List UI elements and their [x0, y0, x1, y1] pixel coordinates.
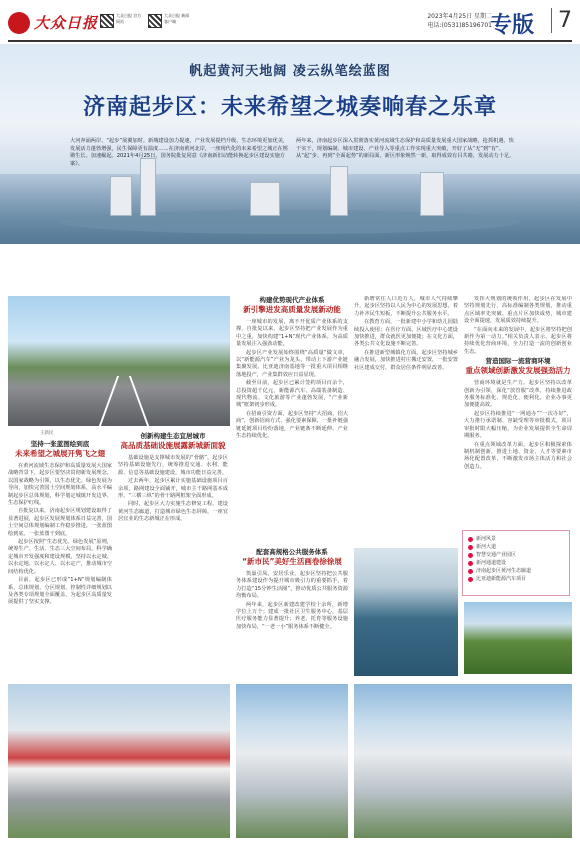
newspaper-logo-icon — [8, 12, 30, 34]
bullet-icon — [468, 577, 473, 582]
paragraph: 一座城市的发展，离不开优质产业体系的支撑。自批复以来，起步区坚持把产业发展作为重中之重，加快构建“1+N”现代产业体系，为高质量发展注入强劲动能。 — [236, 319, 348, 348]
section-subheading: “新市民”美好生活画卷徐徐展 — [242, 557, 342, 566]
paragraph: 在重点领域改革方面，起步区积极探索体制机制创新，推进土地、资金、人才等要素市场化配置改革，不断激发市场主体活力和社会创造力。 — [464, 441, 572, 470]
industrial-park-photo — [8, 684, 230, 838]
masthead — [8, 8, 572, 38]
paragraph: 自批复以来，济南起步区规划建设取得了显著进展，起步区发展规划体系日益完善，国土空间总体规划编制工作稳步推进，一张蓝图绘到底、一张蓝图干到底。 — [8, 508, 112, 537]
section-heading: 创新构建生态宜居城市 — [140, 432, 206, 440]
paragraph: 起步区按照“生态优先、绿色发展”原则，统筹生产、生活、生态三大空间布局，科学确定城市开发强度和建设规模，坚持以水定城、以水定地、以水定人、以水定产，推动城市空间结构优化。 — [8, 539, 112, 575]
paragraph: 基础设施是支撑城市发展的“骨骼”。起步区坚持基础设施先行，统筹推进交通、水利、能源、信息等基础设施建设，城市功能日益完善。 — [118, 455, 228, 476]
paragraph: 目前，起步区已形成“1+N”规划编制体系，总体规划、分区规划、控制性详细规划以及各类专项规划全面覆盖，为起步区高质量发展提供了坚实支撑。 — [8, 577, 112, 606]
wetland-photo — [354, 548, 458, 676]
paragraph: “在面向未来的发展中，起步区将坚持把创新作为第一动力。”相关负责人表示，起步区将持续优化营商环境，全力打造一流的创新创业生态。 — [464, 326, 572, 355]
lane-marking — [99, 376, 119, 426]
qr-code-icon — [100, 14, 114, 28]
paragraph: 营商环境就是生产力。起步区坚持以改革创新为引领，深化“放管服”改革，持续推进政务服务标准化、规范化、便利化，企业办事更加便捷高效。 — [464, 380, 572, 409]
column-4-text — [464, 296, 572, 526]
column-3-lower-text — [236, 548, 348, 676]
factory-photo — [236, 684, 348, 838]
lead-paragraph-left: 大河奔涌两岸、“起步”展翼加时。新城建设加力提速，产业发展提档升级，生态环境更加优美，发展活力蓬勃增强，民生保障更有温度……在济南黄河北岸，一座现代化的未来希望之城正在铿锵生长。加速崛起。2021年4月25日，国务院批复同意《济南新旧动能转换起步区建设实施方案》。 — [70, 138, 289, 167]
section-subheading: 重点领域创新激发发展强劲活力 — [465, 366, 571, 376]
legend-item: 比亚迪新能源汽车项目 — [468, 575, 564, 583]
paragraph: 两年来，起步区新建改建学校十余所，新增学位上万个；建成一批社区卫生服务中心，基层医疗服务能力显著提升；养老、托育等服务设施加快布局，“一老一小”服务体系不断健全。 — [236, 601, 348, 630]
paragraph: 在教育方面，一批新建中小学和幼儿园陆续投入使用；在医疗方面，区域医疗中心建设加快推进，群众就医更加便捷；在文化方面，各类公共文化设施不断完善。 — [354, 319, 458, 348]
page-number: 7 — [551, 8, 572, 33]
field-photo — [464, 602, 572, 674]
qr-label: 大众日报 官方网站 — [116, 13, 142, 24]
newspaper-name: 大众日报 — [34, 14, 99, 32]
paragraph: 新增常住人口近万人，城市人气持续攀升。起步区坚持以人民为中心的发展思想，着力补齐民生短板，不断提升公共服务水平。 — [354, 296, 458, 317]
date-line: 2023年4月25日 星期二 — [427, 13, 492, 20]
bullet-icon — [468, 561, 473, 566]
paragraph: 在推进新型城镇化方面，起步区坚持城乡融合发展，加快推进村庄搬迁安置，一批安置社区建成交付，群众居住条件明显改善。 — [354, 349, 458, 371]
paragraph: 在黄河流域生态保护和高质量发展大国家战略背景下，起步区要坚决贯彻新发展理念，以国家战略为引领，以生态优先、绿色发展为导向，加快完善国土空间规划体系，高水平编制起步区总体规划，科学划定城镇开发边界、生态保护红线。 — [8, 463, 112, 507]
qr-label: 大众日报 新闻客户端 — [164, 13, 190, 24]
section-heading: 配套高规格公共服务体系 — [256, 548, 328, 556]
column-2-lower-text — [118, 432, 228, 676]
building-shape — [250, 182, 280, 216]
lane-marking — [129, 376, 149, 426]
column-1-text — [8, 440, 112, 676]
legend-item: 新河风景 — [468, 535, 564, 543]
paragraph: 在招商引资方面，起步区坚持“大招商、招大商”，创新招商方式，强化要素保障，一批补链强链延链项目纷纷落地，产业链条不断延伸、产业生态持续优化。 — [236, 410, 348, 440]
bullet-icon — [468, 545, 473, 550]
section-heading: 坚持一张蓝图绘到底 — [30, 440, 90, 448]
building-shape — [420, 172, 444, 216]
column-3-text — [354, 296, 458, 536]
section-heading: 构建优势现代产业体系 — [259, 296, 325, 304]
lead-paragraph-right: 两年来，济南起步区深入贯彻落实黄河流域生态保护和高质量发展重大国家战略，抢抓机遇、快干实干，规划编制、城市建设、产业导入等重点工作实现重大突破，开好了从“无”到“有”、从“起”步、再到“全面起势”的新局面，新区形象焕然一新，取得成效有目共睹，发展动力十足。 — [296, 138, 515, 159]
paragraph: 筑巢引凤，安居乐业。起步区坚持把公共服务体系建设作为提升城市吸引力的重要抓手，着力打造“15分钟生活圈”，推动优质公共服务资源均衡布局。 — [236, 571, 348, 600]
paragraph: 过去两年，起步区累计实施基础设施项目百余项，路网建设全面铺开，城市主干路网基本成形，“三横三纵”的骨干路网框架全面形成。 — [118, 478, 228, 500]
bullet-icon — [468, 537, 473, 542]
section-heading: 营造国际一流营商环境 — [485, 357, 551, 366]
road-photo — [8, 296, 230, 426]
paragraph: 截至目前，起步区已累计签约项目百余个，总投资超千亿元，新能源汽车、高端装备制造、现代物流、文化旅游等产业蓬勃发展，“产业新城”框架初步形成。 — [236, 380, 348, 409]
paragraph: 起步区持续推进“一网通办”“一次办好”，大力推行承诺制、容缺受理等审批模式，项目审批时限大幅压缩，为企业发展提供全生命周期服务。 — [464, 410, 572, 440]
section-subheading: 未来希望之城展开隽飞之翅 — [15, 449, 105, 458]
paragraph: 同时，起步区大力实施生态修复工程，建设黄河生态廊道，打造城市绿色生态屏障，一座宜居宜业的生态新城正在形成。 — [118, 501, 228, 523]
headline: 济南起步区：未来希望之城奏响春之乐章 — [82, 95, 497, 120]
paragraph: 发挥大规划的统领作用，起步区在发展中坚持规划先行，高标准编制各类规划，推动重点区域率先突破、重点片区加快成势，城市建设全面提速，发展质效持续提升。 — [464, 296, 572, 325]
section-subheading: 新引擎进发高质量发展新动能 — [243, 305, 341, 314]
building-shape — [330, 166, 348, 216]
photo-caption: 王新民 — [40, 431, 54, 436]
header-rule — [8, 40, 572, 42]
legend-item: 智慧交通产业园区 — [468, 551, 564, 559]
column-2-text — [236, 296, 348, 536]
photo-legend — [462, 530, 570, 596]
qr-code-icon — [148, 14, 162, 28]
legend-item: 济南起步区黄河生态廊道 — [468, 567, 564, 575]
factory-aerial-photo — [354, 684, 572, 838]
paragraph: 起步区产业发展始终围绕“高质量”做文章，以“新能源汽车”产业为龙头，带动上下游产业链集聚发展。比亚迪济南基地等一批重大项目相继落地投产，产业集群效应日益显现。 — [236, 349, 348, 378]
section-title: 专版 — [489, 13, 534, 38]
subheadline: 帆起黄河天地阔 凌云纵笔绘蓝图 — [189, 64, 391, 79]
publication-info — [427, 12, 492, 30]
section-subheading: 高品质基础设施展露新城新面貌 — [120, 441, 226, 450]
building-shape — [110, 176, 132, 216]
legend-item: 新河大道 — [468, 543, 564, 551]
legend-item: 新河通道建设 — [468, 559, 564, 567]
hero-banner — [0, 44, 580, 244]
bullet-icon — [468, 553, 473, 558]
bullet-icon — [468, 569, 473, 574]
phone-line: 电话:(0531)85196701 — [427, 22, 492, 29]
